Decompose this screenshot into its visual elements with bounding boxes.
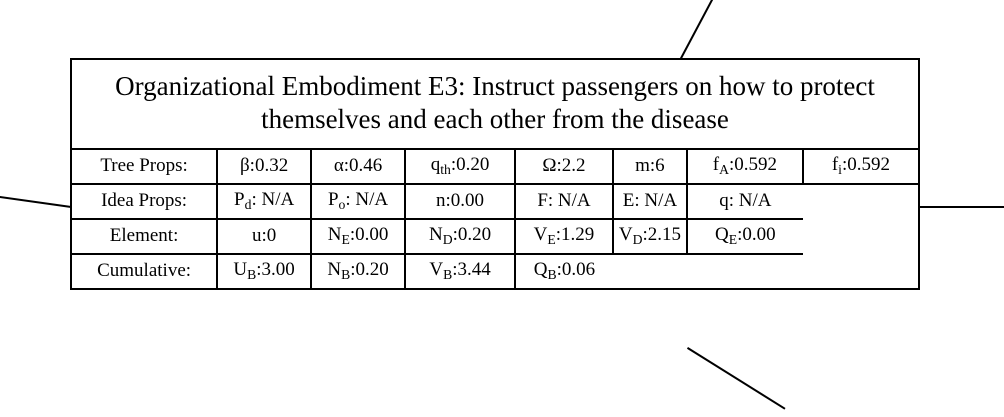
cell-tree-props-f-a: $f_A:0.592$ (687, 149, 803, 184)
node-box[interactable] (70, 58, 920, 290)
cell-element-u: u:0 (217, 219, 311, 254)
cell-tree-props-f-i: $f_i:0.592$ (803, 149, 918, 184)
cell-tree-props-alpha: α:0.46 (311, 149, 405, 184)
cell-cumulative-u-b: $U_B:3.00$ (217, 254, 311, 288)
node-title: Organizational Embodiment E3: Instruct passengers on how to protect themselves and each other from the disease (115, 71, 875, 134)
cell-tree-props-m: m:6 (613, 149, 687, 184)
cell-cumulative-v-b: $V_B:3.44$ (405, 254, 515, 288)
cell-element-v-d: $V_D:2.15$ (613, 219, 687, 254)
connector-line-right (920, 206, 1004, 208)
table-row-element (72, 219, 918, 254)
cell-cumulative-n-b: $N_B:0.20$ (311, 254, 405, 288)
cell-idea-props-p-o: $P_o$: N/A (311, 184, 405, 219)
cell-element-v-e: $V_E:1.29$ (515, 219, 613, 254)
row-label-element: Element: (72, 219, 217, 254)
cell-idea-props-e: E: N/A (613, 184, 687, 219)
cell-tree-props-beta: β:0.32 (217, 149, 311, 184)
cell-element-n-d: $N_D:0.20$ (405, 219, 515, 254)
row-label-idea-props: Idea Props: (72, 184, 217, 219)
row-label-cumulative: Cumulative: (72, 254, 217, 288)
cell-tree-props-q-th: $q_{th}:0.20$ (405, 149, 515, 184)
cell-element-q-e: $Q_E:0.00$ (687, 219, 803, 254)
properties-table (72, 148, 918, 288)
cell-idea-props-p-d: $P_d$: N/A (217, 184, 311, 219)
table-row-idea-props (72, 184, 918, 219)
cell-idea-props-f: F: N/A (515, 184, 613, 219)
cell-idea-props-q: q: N/A (687, 184, 803, 219)
connector-line-left (0, 196, 71, 208)
row-label-tree-props: Tree Props: (72, 149, 217, 184)
connector-line-top-right (680, 0, 737, 59)
cell-element-n-e: $N_E:0.00$ (311, 219, 405, 254)
cell-cumulative-q-b: $Q_B:0.06$ (515, 254, 613, 288)
table-row-tree-props (72, 149, 918, 184)
connector-line-bottom-right (687, 347, 786, 410)
table-row-cumulative (72, 254, 918, 288)
cell-tree-props-omega: Ω:2.2 (515, 149, 613, 184)
cell-idea-props-n: n:0.00 (405, 184, 515, 219)
